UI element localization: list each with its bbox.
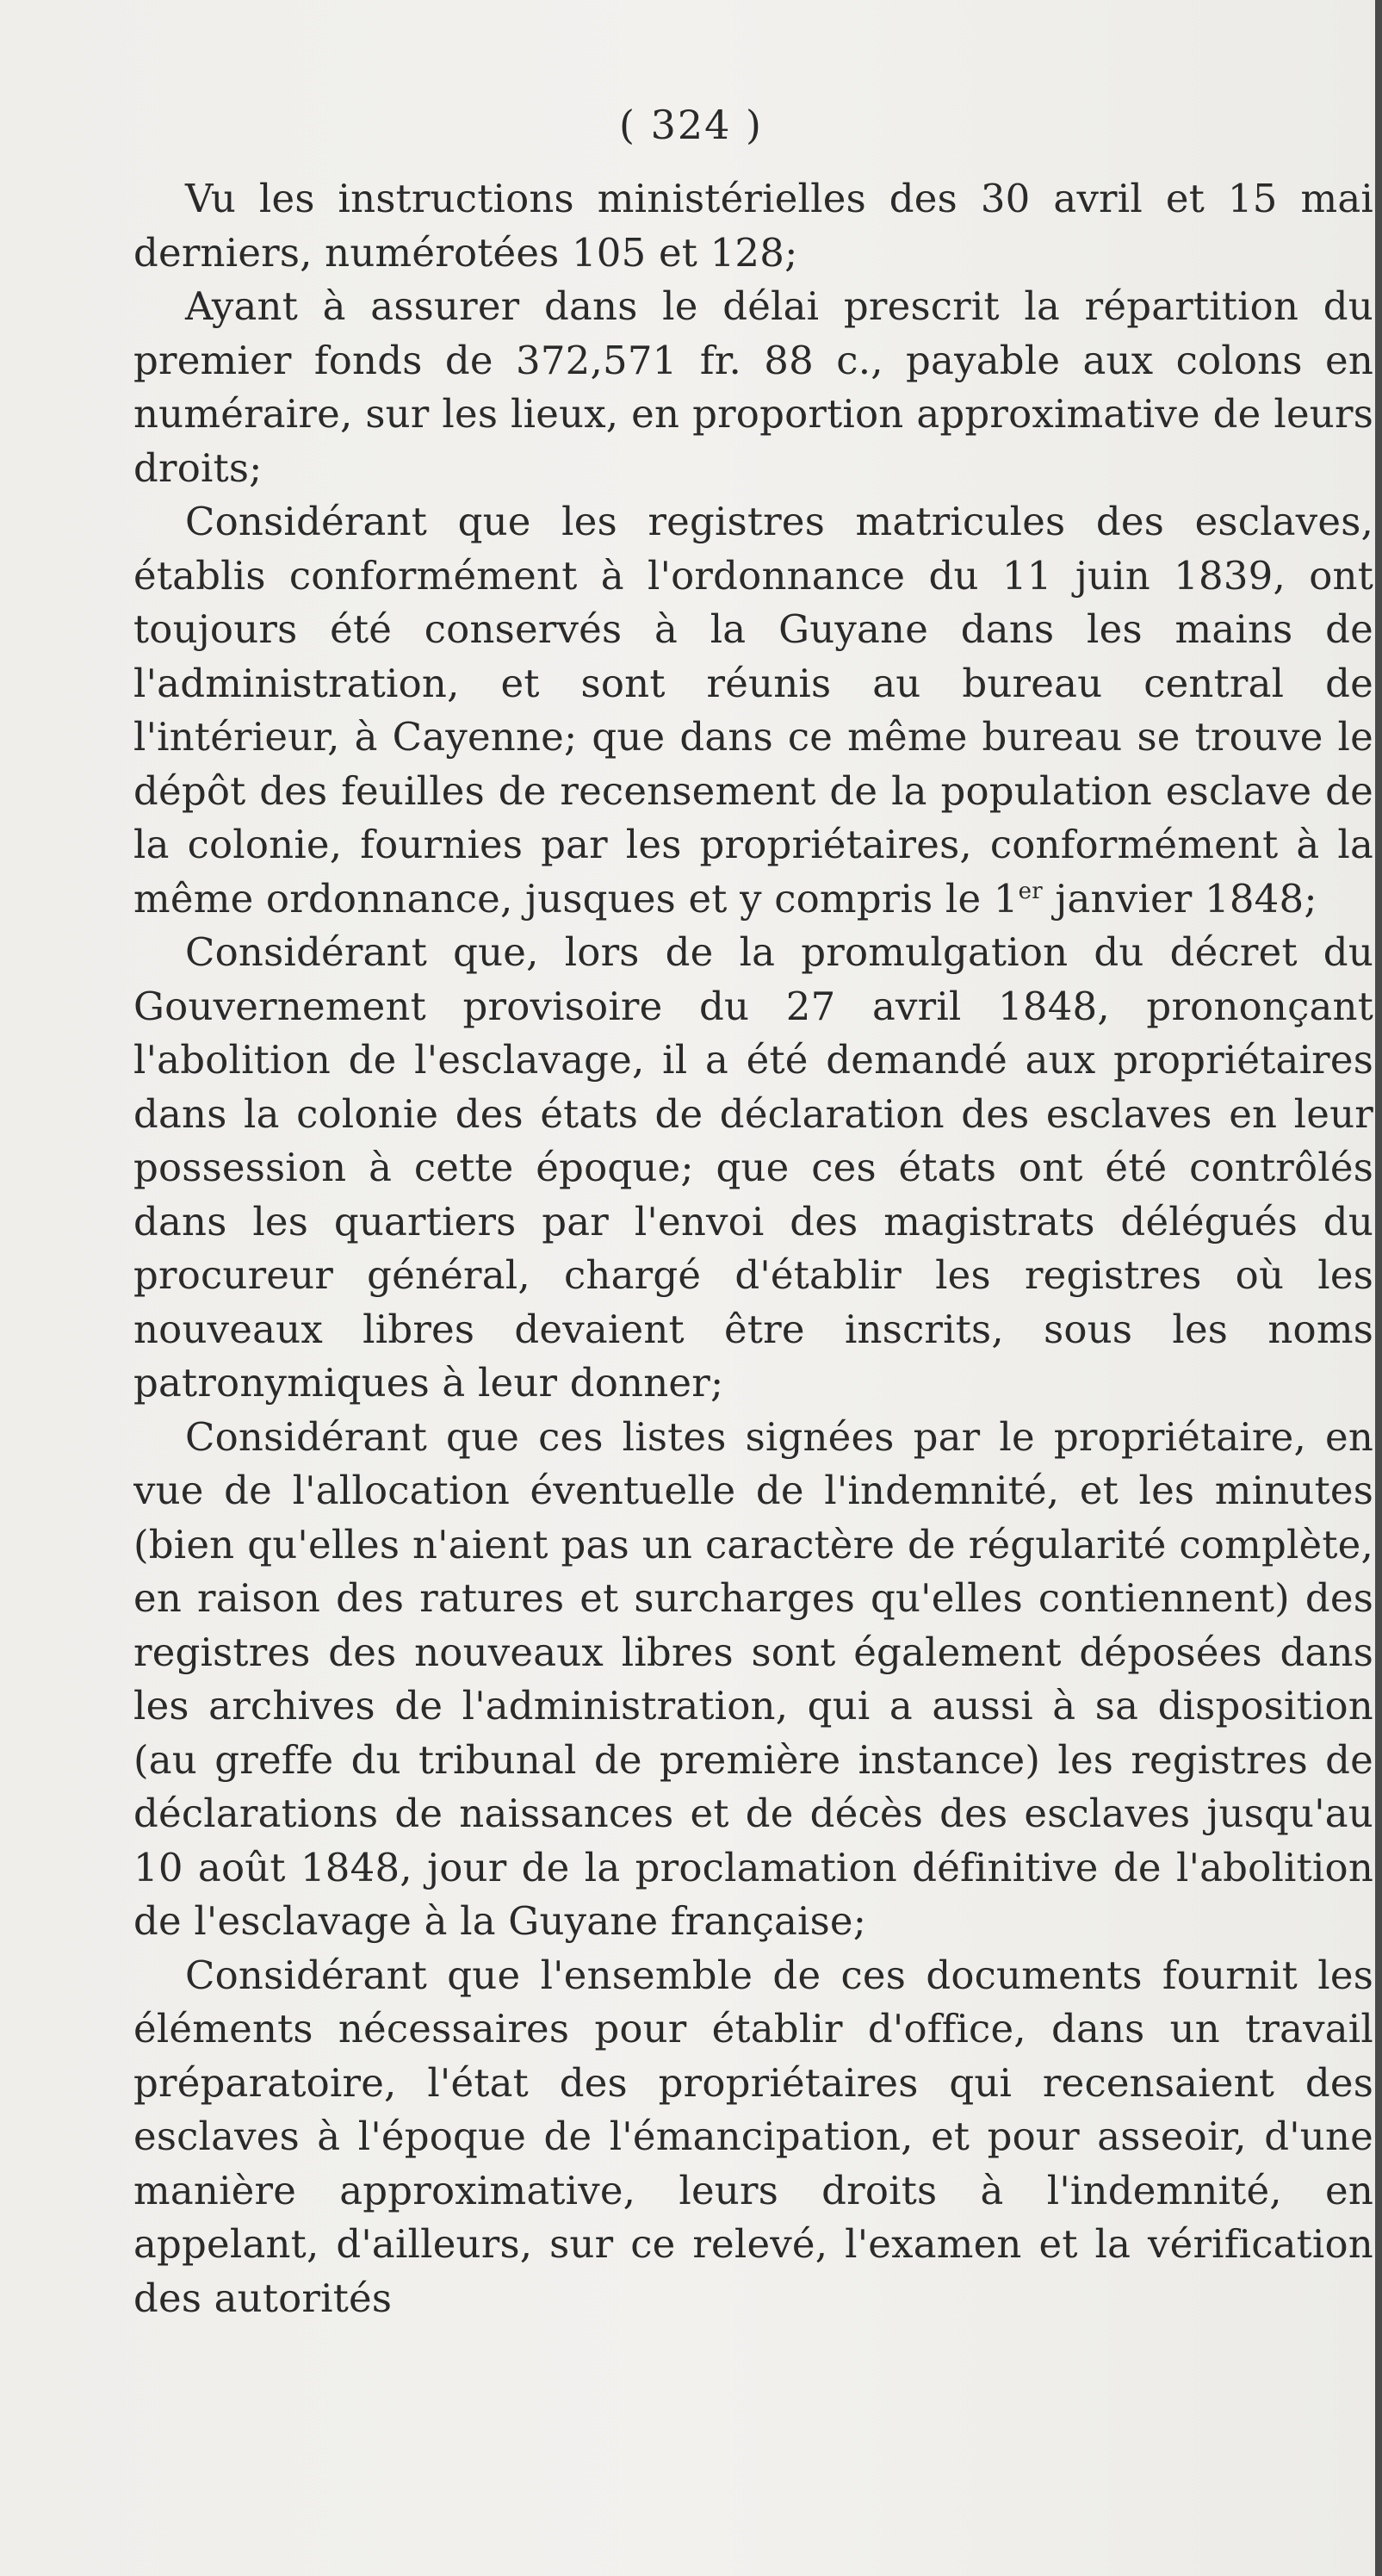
paragraph-considerant-ensemble: Considérant que l'ensemble de ces documents fournit les éléments nécessaires pour établir d'office, dans un travail préparatoire, l'état des propriétaires qui recensaient des esclaves à l'époque de l'émancipation, et pour asseoir, d'une manière approximative, leurs droits à l'indemnité, en appelant, d'ailleurs, sur ce relevé, l'examen et la vérification des autorités (133, 1952, 1373, 2321)
paragraph-considerant-registres: Considérant que les registres matricules des esclaves, établis conformément à l'ordonnance du 11 juin 1839, ont toujours été conservés à la Guyane dans les mains de l'administration, et sont réunis au bureau central de l'intérieur, à Cayenne; que dans ce même bureau se trouve le dépôt des feuilles de recensement de la population esclave de la colonie, fournies par les propriétaires, conformément à la même ordonnance, jusques et y compris le 1er janvier 1848; (133, 499, 1373, 922)
page-number: ( 324 ) (619, 102, 763, 148)
book-spine-edge (1375, 0, 1382, 2576)
paragraph-ayant: Ayant à assurer dans le délai prescrit la répartition du premier fonds de 372,571 fr. 88 c., payable aux colons en numéraire, sur les lieux, en proportion approximative de leurs droits; (133, 283, 1373, 491)
ordinal-suffix: er (1018, 878, 1043, 904)
paragraph-considerant-listes: Considérant que ces listes signées par le propriétaire, en vue de l'allocation éventuelle de l'indemnité, et les minutes (bien qu'elles n'aient pas un caractère de régularité complète, en raison des ratures et surcharges qu'elles contiennent) des registres des nouveaux libres sont également déposées dans les archives de l'administration, qui a aussi à sa disposition (au greffe du tribunal de première instance) les registres de déclarations de naissances et de décès des esclaves jusqu'au 10 août 1848, jour de la proclamation définitive de l'abolition de l'esclavage à la Guyane française; (133, 1413, 1373, 1944)
paragraph-considerant-promulgation: Considérant que, lors de la promulgation du décret du Gouvernement provisoire du 27 avril 1848, prononçant l'abolition de l'esclavage, il a été demandé aux propriétaires dans la colonie des états de déclaration des esclaves en leur possession à cette époque; que ces états ont été contrôlés dans les quartiers par l'envoi des magistrats délégués du procureur général, chargé d'établir les registres où les nouveaux libres devaient être inscrits, sous les noms patronymiques à leur donner; (133, 929, 1373, 1406)
paragraph-vu: Vu les instructions ministérielles des 30 avril et 15 mai derniers, numérotées 105 et 128; (133, 176, 1373, 276)
body-text (133, 172, 1373, 2325)
